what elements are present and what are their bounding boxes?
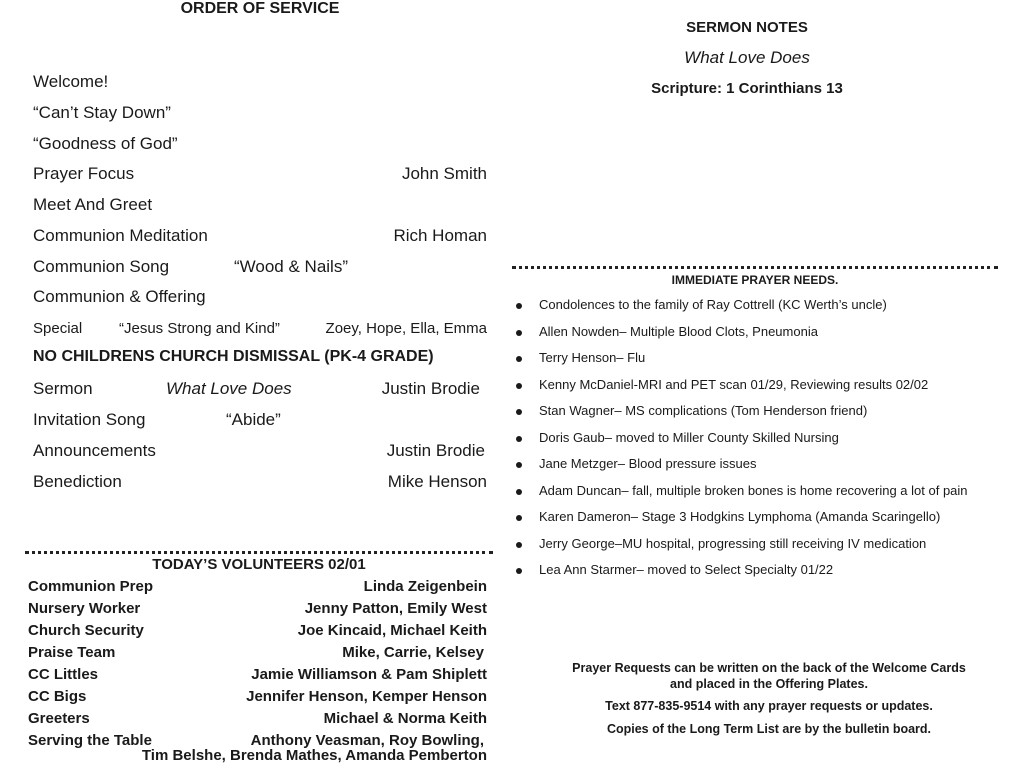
service-item [33,287,487,313]
list-item [513,509,968,536]
service-item [33,134,487,160]
volunteer-role: Greeters [28,710,90,727]
volunteer-row [28,688,487,710]
bullet-icon [516,356,522,362]
prayer-need-text: Adam Duncan– fall, multiple broken bones is home recovering a lot of pain [539,482,968,498]
sermon-notes-subtitle: What Love Does [684,48,810,67]
list-item [513,483,968,510]
volunteer-names: Jennifer Henson, Kemper Henson [246,688,487,705]
service-item-label: Meet And Greet [33,195,153,214]
bullet-icon [516,436,522,442]
service-item [33,257,487,283]
prayer-need-text: Jerry George–MU hospital, progressing still receiving IV medication [539,535,927,551]
service-item-label: Communion & Offering [33,287,206,306]
service-item-person: Rich Homan [393,226,487,245]
text-line-note: Text 877-835-9514 with any prayer requests or updates. [605,699,933,713]
bullet-icon [516,383,522,389]
service-item [33,379,487,405]
volunteer-role: Church Security [28,622,144,639]
prayer-need-text: Kenny McDaniel-MRI and PET scan 01/29, Reviewing results 02/02 [539,376,929,392]
list-item [513,324,968,351]
order-of-service-title: ORDER OF SERVICE [180,0,340,17]
service-item-song: “Wood & Nails” [234,257,348,276]
volunteer-names: Linda Zeigenbein [363,578,487,595]
section-divider [512,266,998,269]
list-item [513,430,968,457]
bullet-icon [516,542,522,548]
bullet-icon [516,303,522,309]
prayer-need-text: Stan Wagner– MS complications (Tom Henderson friend) [539,403,868,418]
service-item-label: Invitation Song [33,410,146,429]
sermon-scripture: Scripture: 1 Corinthians 13 [651,80,843,97]
volunteer-names: Jenny Patton, Emily West [304,600,487,617]
prayer-request-note-2: and placed in the Offering Plates. [670,677,868,691]
volunteer-row [28,710,487,732]
section-divider [25,551,493,554]
prayer-need-text: Terry Henson– Flu [539,350,646,365]
prayer-request-note: Prayer Requests can be written on the back of the Welcome Cards [572,661,966,675]
list-item [513,377,968,404]
volunteer-role: CC Bigs [28,688,87,705]
volunteer-names: Mike, Carrie, Kelsey [342,644,484,661]
service-item-song: “Jesus Strong and Kind” [119,320,280,337]
service-item-person: Mike Henson [387,472,487,491]
volunteer-row [28,600,487,622]
service-item [33,103,487,129]
bullet-icon [516,330,522,336]
service-item-song: “Abide” [226,410,281,429]
prayer-needs-title: IMMEDIATE PRAYER NEEDS. [671,273,839,287]
prayer-needs-list [513,297,968,589]
volunteer-role: Praise Team [28,644,116,661]
service-item-label: “Goodness of God” [33,134,178,153]
volunteers-title: TODAY’S VOLUNTEERS 02/01 [152,556,366,573]
service-item-person: Zoey, Hope, Ella, Emma [325,320,487,337]
volunteer-names: Anthony Veasman, Roy Bowling, [250,732,484,749]
bullet-icon [516,489,522,495]
service-item [33,226,487,252]
volunteer-row [28,622,487,644]
service-item-label: “Can’t Stay Down” [33,103,171,122]
service-item [33,320,487,346]
service-item-label: Communion Song [33,257,170,276]
long-term-list-note: Copies of the Long Term List are by the bulletin board. [606,722,932,736]
service-item-label: Announcements [33,441,156,460]
prayer-need-text: Condolences to the family of Ray Cottrell (KC Werth’s uncle) [539,297,887,312]
volunteer-role: CC Littles [28,666,99,683]
volunteer-role: Serving the Table [28,732,152,749]
volunteer-row [28,644,487,666]
prayer-need-text: Allen Nowden– Multiple Blood Clots, Pneumonia [539,323,818,339]
childrens-church-notice: NO CHILDRENS CHURCH DISMISSAL (PK-4 GRADE) [33,348,434,365]
bullet-icon [516,568,522,574]
service-item [33,72,487,98]
bullet-icon [516,515,522,521]
service-item-label: Sermon [33,379,93,398]
service-item-person: Justin Brodie [381,379,480,398]
sermon-notes-title: SERMON NOTES [686,19,808,36]
service-item-label: Communion Meditation [33,226,208,245]
volunteer-row [28,666,487,688]
volunteer-role: Communion Prep [28,578,154,595]
volunteer-role: Nursery Worker [28,600,141,617]
service-item-label: Special [33,320,83,337]
volunteer-names: Jamie Williamson & Pam Shiplett [251,666,487,683]
volunteer-names-line2: Tim Belshe, Brenda Mathes, Amanda Pemberton [141,747,487,764]
list-item [513,297,968,324]
service-item-label: Prayer Focus [33,164,135,183]
list-item [513,456,968,483]
bullet-icon [516,462,522,468]
service-item-person: Justin Brodie [386,441,485,460]
service-item [33,472,487,498]
volunteer-names: Michael & Norma Keith [323,710,487,727]
prayer-need-text: Karen Dameron– Stage 3 Hodgkins Lymphoma (Amanda Scaringello) [539,509,941,524]
service-item [33,195,487,221]
prayer-need-text: Jane Metzger– Blood pressure issues [539,456,757,471]
volunteer-row [28,578,487,600]
list-item [513,403,968,430]
volunteer-names: Joe Kincaid, Michael Keith [297,622,487,639]
sermon-title: What Love Does [166,379,292,398]
service-item [33,164,487,190]
service-item-person: John Smith [401,164,487,183]
volunteer-row [28,732,487,768]
service-item-label: Benediction [33,472,122,491]
list-item [513,562,968,589]
prayer-need-text: Doris Gaub– moved to Miller County Skilled Nursing [539,429,839,445]
service-item-label: Welcome! [33,72,109,91]
bullet-icon [516,409,522,415]
list-item [513,350,968,377]
prayer-need-text: Lea Ann Starmer– moved to Select Specialty 01/22 [539,562,834,577]
service-item [33,441,487,467]
service-item [33,410,487,436]
list-item [513,536,968,563]
